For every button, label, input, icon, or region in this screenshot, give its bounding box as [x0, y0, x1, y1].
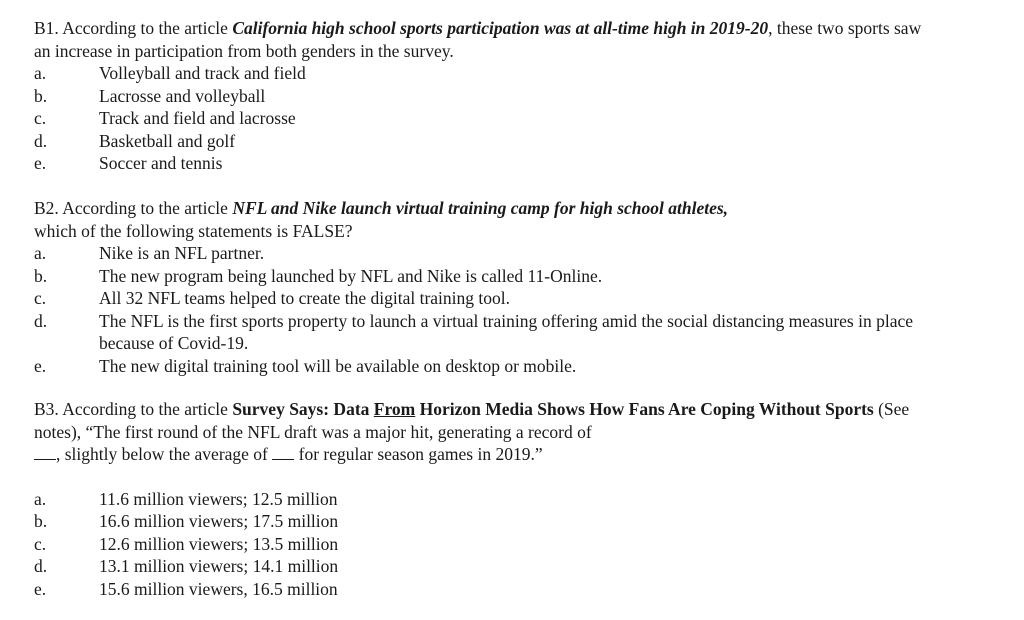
option-text: Lacrosse and volleyball [99, 85, 266, 106]
options-list [34, 62, 934, 175]
option-b[interactable] [34, 265, 934, 288]
option-a[interactable] [34, 62, 934, 85]
option-text: The new digital training tool will be available on desktop or mobile. [99, 355, 577, 376]
question-number: B3. [34, 399, 59, 419]
option-text: The NFL is the first sports property to launch a virtual training offering amid the social distancing measures in place because of Covid-19. [99, 310, 914, 353]
option-a[interactable] [34, 242, 934, 265]
article-title-part: Horizon Media Shows How Fans Are Coping Without Sports [419, 399, 874, 419]
question-stem [34, 17, 934, 62]
option-letter: e. [34, 153, 47, 173]
stem-text: for regular season games in 2019.” [298, 444, 543, 464]
option-text: 15.6 million viewers, 16.5 million [99, 578, 338, 599]
question-b3 [34, 398, 934, 600]
option-d[interactable] [34, 555, 934, 578]
option-text: All 32 NFL teams helped to create the digital training tool. [99, 288, 510, 308]
option-letter: c. [34, 108, 47, 128]
question-stem [34, 197, 934, 242]
stem-text: (See notes), “The first round of the NFL draft was a major hit, generating a record of [34, 399, 910, 442]
option-e[interactable] [34, 355, 934, 378]
option-letter: b. [34, 511, 48, 531]
options-list [34, 242, 934, 377]
option-b[interactable] [34, 510, 934, 533]
answer-blank-1 [34, 445, 56, 460]
option-letter: a. [34, 243, 47, 263]
option-b[interactable] [34, 85, 934, 108]
option-letter: d. [34, 310, 48, 331]
question-b1 [34, 17, 934, 175]
article-title [232, 399, 873, 419]
option-letter: e. [34, 355, 47, 376]
option-text: 11.6 million viewers; 12.5 million [99, 488, 338, 509]
question-number: B2. [34, 198, 59, 218]
option-letter: b. [34, 85, 48, 106]
option-text: Track and field and lacrosse [99, 108, 296, 128]
option-e[interactable] [34, 578, 934, 601]
stem-text: According to the article [62, 399, 228, 419]
answer-blank-2 [272, 445, 294, 460]
question-number: B1. [34, 18, 59, 38]
option-a[interactable] [34, 488, 934, 511]
option-letter: e. [34, 578, 47, 599]
option-text: 12.6 million viewers; 13.5 million [99, 533, 339, 554]
option-letter: b. [34, 265, 48, 286]
option-text: Basketball and golf [99, 130, 236, 151]
option-letter: d. [34, 556, 48, 576]
option-letter: a. [34, 488, 47, 509]
options-list [34, 488, 934, 601]
stem-text: , these two sports saw an increase in participation from both genders in the survey. [34, 18, 922, 61]
stem-text: According to the article [62, 198, 228, 218]
option-text: Nike is an NFL partner. [99, 243, 265, 263]
option-text: The new program being launched by NFL and Nike is called 11-Online. [99, 265, 603, 286]
option-text: 13.1 million viewers; 14.1 million [99, 556, 339, 576]
option-letter: c. [34, 533, 47, 554]
option-c[interactable] [34, 287, 934, 310]
option-letter: c. [34, 288, 47, 308]
stem-text: which of the following statements is FALSE? [34, 220, 353, 241]
option-d[interactable] [34, 310, 934, 355]
option-text: Soccer and tennis [99, 153, 223, 173]
option-text: 16.6 million viewers; 17.5 million [99, 511, 339, 531]
article-title-link[interactable]: From [373, 399, 416, 419]
option-letter: a. [34, 63, 47, 83]
option-text: Volleyball and track and field [99, 63, 306, 83]
stem-text: , slightly below the average of [56, 444, 268, 464]
option-c[interactable] [34, 107, 934, 130]
article-title: California high school sports participation was at all-time high in 2019-20 [232, 18, 769, 38]
option-e[interactable] [34, 152, 934, 175]
article-title: NFL and Nike launch virtual training camp for high school athletes, [232, 198, 729, 218]
question-stem [34, 398, 934, 466]
question-b2 [34, 197, 934, 377]
stem-text: According to the article [62, 18, 228, 38]
option-d[interactable] [34, 130, 934, 153]
option-letter: d. [34, 130, 48, 151]
option-c[interactable] [34, 533, 934, 556]
article-title-part: Survey Says: Data [232, 399, 370, 419]
